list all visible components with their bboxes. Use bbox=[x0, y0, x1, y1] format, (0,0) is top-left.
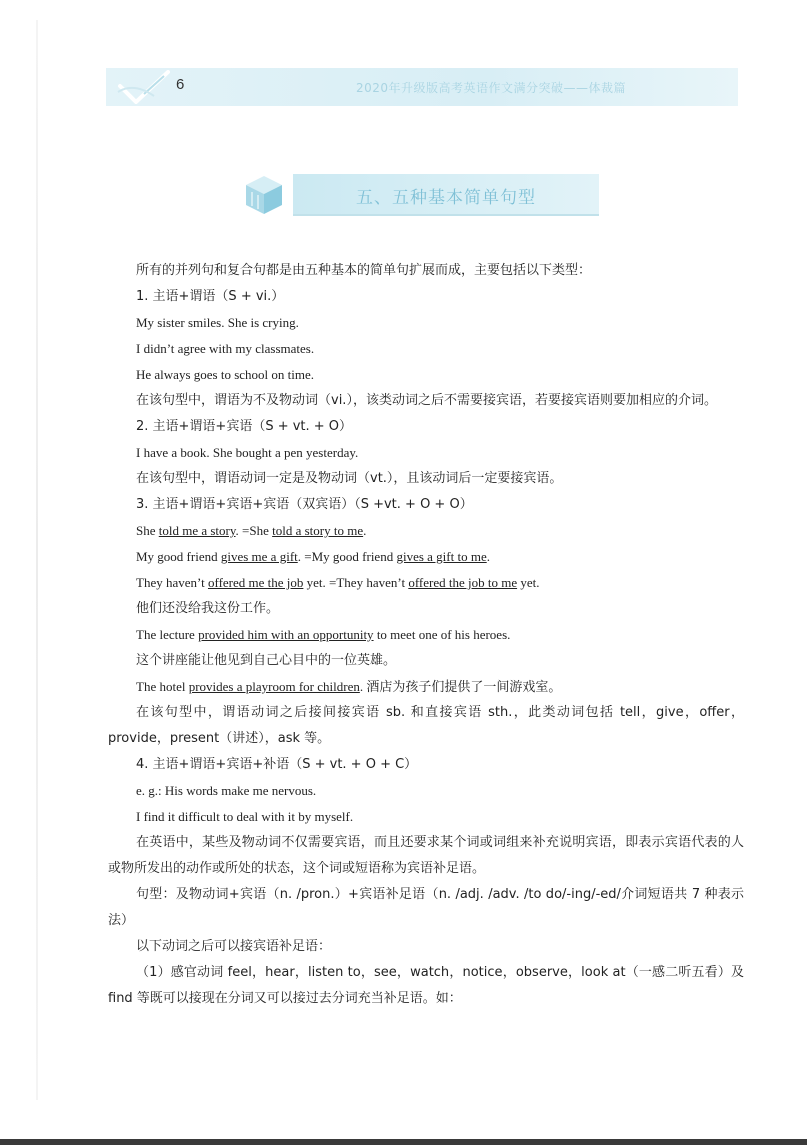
text-run: yet. =They haven’t bbox=[303, 575, 409, 590]
text-run: They haven’t bbox=[136, 575, 208, 590]
text-run: The hotel bbox=[136, 679, 189, 694]
example-sentence: I didn’t agree with my classmates. bbox=[136, 341, 315, 356]
example-sentence bbox=[108, 518, 744, 544]
text-run: yet. bbox=[517, 575, 540, 590]
pattern-2-note: 在该句型中，谓语动词一定是及物动词（vt.），且该动词后一定要接宾语。 bbox=[136, 471, 563, 486]
pattern-1-note: 在该句型中，谓语为不及物动词（vi.），该类动词之后不需要接宾语，若要接宾语则要加相应的介词。 bbox=[136, 393, 717, 408]
underlined-phrase: told a story to me bbox=[272, 523, 364, 538]
cube-icon bbox=[242, 172, 286, 216]
example-sentence: He always goes to school on time. bbox=[136, 367, 314, 382]
translation: 这个讲座能让他见到自己心目中的一位英雄。 bbox=[136, 653, 397, 668]
intro-text: 所有的并列句和复合句都是由五种基本的简单句扩展而成，主要包括以下类型： bbox=[136, 263, 592, 278]
pattern-4-note: 在英语中，某些及物动词不仅需要宾语，而且还要求某个词或词组来补充说明宾语，即表示宾语代表的人或物所发出的动作或所处的状态，这个词或短语称为宾语补足语。 bbox=[108, 835, 744, 876]
text-run: My good friend bbox=[136, 549, 221, 564]
text-run: . =She bbox=[235, 523, 273, 538]
pen-logo-icon bbox=[114, 70, 170, 104]
underlined-phrase: told me a story bbox=[158, 523, 236, 538]
pattern-1-heading: 1. 主语+谓语（S + vi.） bbox=[136, 289, 285, 304]
underlined-phrase: offered me the job bbox=[207, 575, 304, 590]
pattern-4-structure: 句型：及物动词+宾语（n. /pron.）+宾语补足语（n. /adj. /adv. /to do/-ing/-ed/介词短语共 7 种表示法） bbox=[108, 887, 744, 928]
page-edge bbox=[36, 20, 38, 1100]
text-run: . bbox=[486, 549, 490, 564]
pattern-4-heading: 4. 主语+谓语+宾语+补语（S + vt. + O + C） bbox=[136, 757, 418, 772]
page-content bbox=[108, 258, 744, 1012]
section-banner bbox=[293, 174, 599, 216]
text-run: She bbox=[136, 523, 159, 538]
bottom-edge bbox=[0, 1139, 807, 1145]
pattern-4-sense-verbs: （1）感官动词 feel，hear，listen to，see，watch，notice，observe，look at（一感二听五看）及 find 等既可以接现在分词又可以接过去分词充当补足语。如： bbox=[108, 965, 744, 1006]
example-sentence: e. g.: His words make me nervous. bbox=[136, 783, 317, 798]
example-sentence: I have a book. She bought a pen yesterday. bbox=[136, 445, 359, 460]
example-sentence: My sister smiles. She is crying. bbox=[136, 315, 299, 330]
section-title: 五、五种基本简单句型 bbox=[356, 188, 536, 208]
example-sentence bbox=[108, 570, 744, 596]
example-sentence: I find it difficult to deal with it by myself. bbox=[136, 809, 354, 824]
underlined-phrase: gives a gift to me bbox=[396, 549, 487, 564]
example-sentence bbox=[108, 544, 744, 570]
example-sentence bbox=[108, 674, 744, 700]
pattern-3-heading: 3. 主语+谓语+宾语+宾语（双宾语）（S +vt. + O + O） bbox=[136, 497, 473, 512]
page-header bbox=[106, 68, 738, 106]
pattern-3-note: 在该句型中，谓语动词之后接间接宾语 sb. 和直接宾语 sth.，此类动词包括 tell，give，offer，provide，present（讲述），ask 等。 bbox=[108, 705, 744, 746]
text-run: to meet one of his heroes. bbox=[373, 627, 511, 642]
text-run: . 酒店为孩子们提供了一间游戏室。 bbox=[359, 679, 562, 694]
example-sentence bbox=[108, 622, 744, 648]
text-run: . =My good friend bbox=[297, 549, 397, 564]
translation: 他们还没给我这份工作。 bbox=[136, 601, 280, 616]
pattern-4-verbs-intro: 以下动词之后可以接宾语补足语： bbox=[136, 939, 332, 954]
underlined-phrase: offered the job to me bbox=[408, 575, 518, 590]
underlined-phrase: provided him with an opportunity bbox=[198, 627, 374, 642]
page-number: 6 bbox=[176, 76, 185, 93]
underlined-phrase: gives me a gift bbox=[220, 549, 298, 564]
text-run: The lecture bbox=[136, 627, 199, 642]
pattern-2-heading: 2. 主语+谓语+宾语（S + vt. + O） bbox=[136, 419, 353, 434]
underlined-phrase: provides a playroom for children bbox=[188, 679, 360, 694]
running-title: 2020年升级版高考英语作文满分突破——体裁篇 bbox=[355, 81, 626, 95]
text-run: . bbox=[363, 523, 367, 538]
